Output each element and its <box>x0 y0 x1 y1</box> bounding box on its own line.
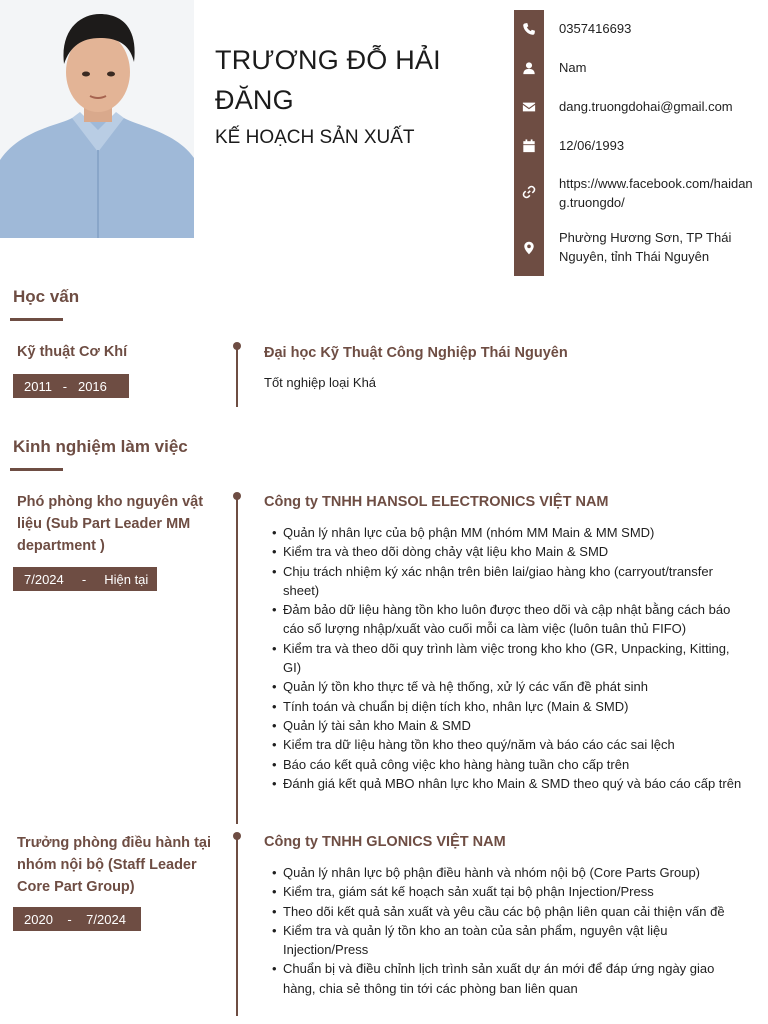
timeline-line <box>236 346 238 407</box>
education-period: 2011 - 2016 <box>13 374 129 398</box>
job-period: 2020 - 7/2024 <box>13 907 141 931</box>
list-item: • Quản lý tồn kho thực tế và hệ thống, xử lý các vấn đề phát sinh <box>264 677 746 696</box>
list-item: • Quản lý tài sản kho Main & SMD <box>264 716 746 735</box>
list-item: • Kiểm tra và theo dõi dòng chảy vật liệu kho Main & SMD <box>264 542 746 561</box>
list-item: • Báo cáo kết quả công việc kho hàng hàng tuần cho cấp trên <box>264 755 746 774</box>
list-item: • Kiểm tra và quản lý tồn kho an toàn của sản phẩm, nguyên vật liệu Injection/Press <box>264 921 746 960</box>
contact-address: Phường Hương Sơn, TP Thái Nguyên, tỉnh Thái Nguyên <box>559 230 732 264</box>
location-pin-icon <box>514 237 544 259</box>
person-icon <box>514 57 544 79</box>
list-item: • Tính toán và chuẩn bị diện tích kho, nhân lực (Main & SMD) <box>264 697 746 716</box>
link-icon <box>514 181 544 203</box>
contact-email: dang.truongdohai@gmail.com <box>559 99 733 114</box>
period-end: 2016 <box>77 378 107 394</box>
list-item: • Theo dõi kết quả sản xuất và yêu cầu các bộ phận liên quan cải thiện vấn đề <box>264 902 746 921</box>
portrait-illustration <box>0 0 194 238</box>
job-title: Trưởng phòng điều hành tại nhóm nội bộ (Staff Leader Core Part Group) <box>17 835 211 895</box>
job-duties-list <box>264 523 746 793</box>
candidate-name: TRƯƠNG ĐỖ HẢI ĐĂNG <box>215 45 441 115</box>
list-item: • Kiểm tra, giám sát kế hoạch sản xuất tại bộ phận Injection/Press <box>264 882 746 901</box>
company-name: Công ty TNHH GLONICS VIỆT NAM <box>264 834 506 850</box>
period-start: 7/2024 <box>24 571 64 587</box>
education-school: Đại học Kỹ Thuật Công Nghiệp Thái Nguyên <box>264 345 568 361</box>
list-item: • Quản lý nhân lực bộ phận điều hành và nhóm nội bộ (Core Parts Group) <box>264 863 746 882</box>
timeline-dot <box>233 342 241 350</box>
timeline-dot <box>233 832 241 840</box>
job-title: Phó phòng kho nguyên vật liệu (Sub Part Leader MM department ) <box>17 494 204 554</box>
calendar-icon <box>514 135 544 157</box>
contact-gender: Nam <box>559 60 587 75</box>
period-end: 7/2024 <box>86 911 126 927</box>
period-start: 2011 <box>24 378 52 394</box>
experience-heading: Kinh nghiệm làm việc <box>13 437 188 456</box>
period-end: Hiện tại <box>104 571 149 587</box>
company-name: Công ty TNHH HANSOL ELECTRONICS VIỆT NAM <box>264 494 609 510</box>
contact-birthdate: 12/06/1993 <box>559 138 625 153</box>
section-underline <box>10 468 63 471</box>
period-start: 2020 <box>24 911 53 927</box>
list-item: • Kiểm tra dữ liệu hàng tồn kho theo quý/năm và báo cáo các sai lệch <box>264 735 746 754</box>
profile-photo <box>0 0 194 238</box>
list-item: • Đảm bảo dữ liệu hàng tồn kho luôn được theo dõi và cập nhật bằng cách báo cáo số lượng nhập/xuất vào cuối mỗi ca làm việc (luôn tuân thủ FIFO) <box>264 600 746 639</box>
education-note: Tốt nghiệp loại Khá <box>264 375 377 390</box>
envelope-icon <box>514 96 544 118</box>
list-item: • Quản lý nhân lực của bộ phận MM (nhóm MM Main & MM SMD) <box>264 523 746 542</box>
section-underline <box>10 318 63 321</box>
job-period: 7/2024 - Hiện tại <box>13 567 157 591</box>
list-item: • Kiểm tra và theo dõi quy trình làm việc trong kho kho (GR, Unpacking, Kitting, GI) <box>264 639 746 678</box>
list-item: • Đánh giá kết quả MBO nhân lực kho Main & SMD theo quý và báo cáo cấp trên <box>264 774 746 793</box>
education-heading: Học vấn <box>13 287 80 306</box>
list-item: • Chuẩn bị và điều chỉnh lịch trình sản xuất dự án mới để đáp ứng ngày giao hàng, chia sẻ thông tin tới các phòng ban liên quan <box>264 959 746 998</box>
list-item: • Chịu trách nhiệm ký xác nhận trên biên lai/giao hàng kho (carryout/transfer sheet) <box>264 562 746 601</box>
education-major: Kỹ thuật Cơ Khí <box>17 344 128 360</box>
phone-icon <box>514 18 544 40</box>
timeline-dot <box>233 492 241 500</box>
timeline-line <box>236 496 238 824</box>
job-position: KẾ HOẠCH SẢN XUẤT <box>215 127 415 148</box>
contact-phone: 0357416693 <box>559 21 632 36</box>
timeline-line <box>236 836 238 1016</box>
job-duties-list <box>264 863 746 998</box>
contact-facebook-link[interactable]: https://www.facebook.com/haidang.truongdo/ <box>559 176 753 210</box>
contact-icon-bar <box>514 10 544 276</box>
